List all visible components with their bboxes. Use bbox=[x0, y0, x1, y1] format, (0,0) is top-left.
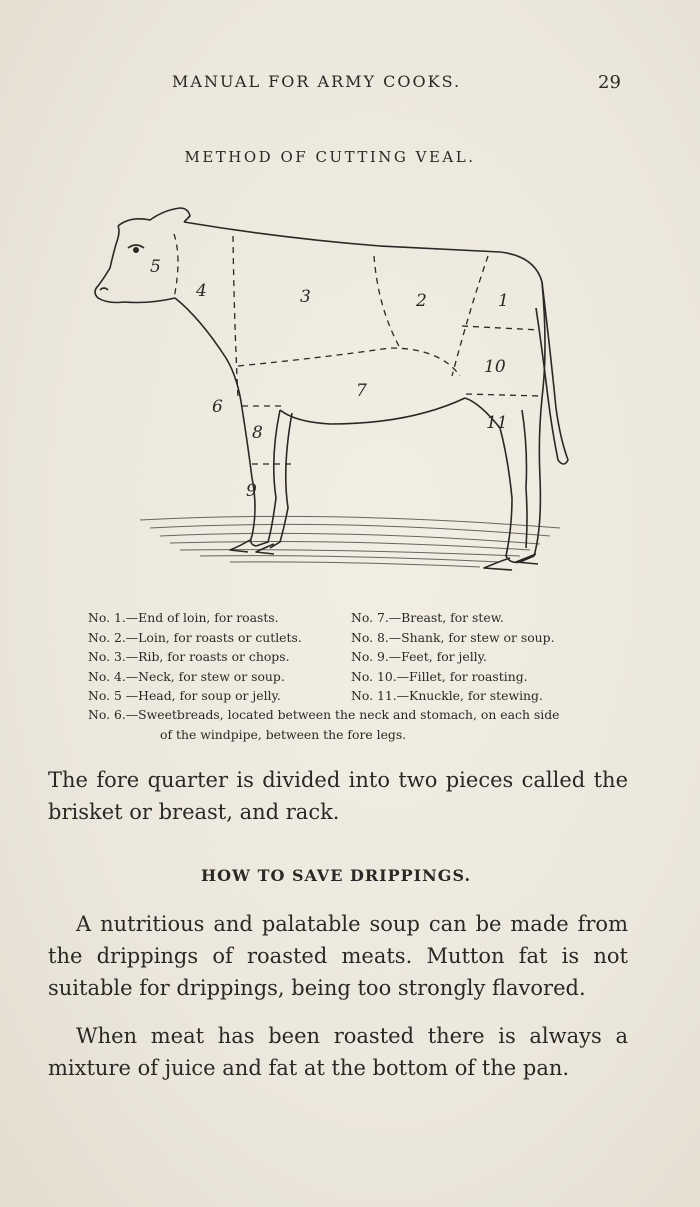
cut-number: 8 bbox=[252, 423, 263, 443]
cut-number: 5 bbox=[150, 257, 161, 277]
cut-number: 7 bbox=[356, 381, 367, 401]
paragraph-text: When meat has been roasted there is always a mixture of juice and fat at the bottom of the pan. bbox=[48, 1024, 628, 1080]
legend-item: No. 5 —Head, for soup or jelly. bbox=[88, 688, 281, 703]
section-heading: HOW TO SAVE DRIPPINGS. bbox=[200, 866, 472, 885]
legend-item-line: No. 6.—Sweetbreads, located between the neck and stomach, on each side bbox=[88, 707, 560, 722]
cut-number: 11 bbox=[486, 413, 508, 433]
legend-item: No. 8.—Shank, for stew or soup. bbox=[351, 629, 555, 645]
legend-item-sweetbreads bbox=[88, 705, 628, 744]
legend-item: No. 3.—Rib, for roasts or chops. bbox=[88, 649, 290, 664]
legend-item: No. 9.—Feet, for jelly. bbox=[351, 649, 487, 664]
body-paragraph bbox=[48, 1020, 628, 1084]
legend-item: No. 7.—Breast, for stew. bbox=[351, 610, 504, 625]
body-paragraph: The fore quarter is divided into two pieces called the brisket or breast, and rack. bbox=[48, 768, 628, 824]
body-paragraph bbox=[48, 908, 628, 1004]
cut-number: 9 bbox=[246, 481, 257, 501]
cut-number: 10 bbox=[484, 357, 506, 377]
legend-item: No. 1.—End of loin, for roasts. bbox=[88, 610, 279, 625]
legend-column-right bbox=[351, 608, 621, 706]
cut-number: 2 bbox=[416, 291, 427, 311]
legend-column-left bbox=[88, 608, 348, 706]
legend-item-line: of the windpipe, between the fore legs. bbox=[160, 726, 407, 742]
cut-number: 1 bbox=[498, 291, 509, 311]
legend-item: No. 11.—Knuckle, for stewing. bbox=[351, 688, 543, 703]
legend-item: No. 10.—Fillet, for roasting. bbox=[351, 668, 528, 684]
ground-shading bbox=[140, 516, 560, 567]
legend-item: No. 4.—Neck, for stew or soup. bbox=[88, 668, 285, 684]
paragraph-text: A nutritious and palatable soup can be made from the drippings of roasted meats. Mutton fat is not suitable for drippings, being too strongly flavored. bbox=[48, 912, 628, 1000]
cut-number: 3 bbox=[300, 287, 311, 307]
page-number: 29 bbox=[598, 72, 621, 93]
veal-cuts-diagram bbox=[80, 198, 590, 588]
cut-number: 4 bbox=[196, 281, 207, 301]
figure-title: METHOD OF CUTTING VEAL. bbox=[184, 148, 476, 166]
calf-outline bbox=[95, 208, 568, 570]
cut-number: 6 bbox=[212, 397, 223, 417]
running-head: MANUAL FOR ARMY COOKS. bbox=[172, 72, 462, 91]
legend-item: No. 2.—Loin, for roasts or cutlets. bbox=[88, 629, 302, 645]
